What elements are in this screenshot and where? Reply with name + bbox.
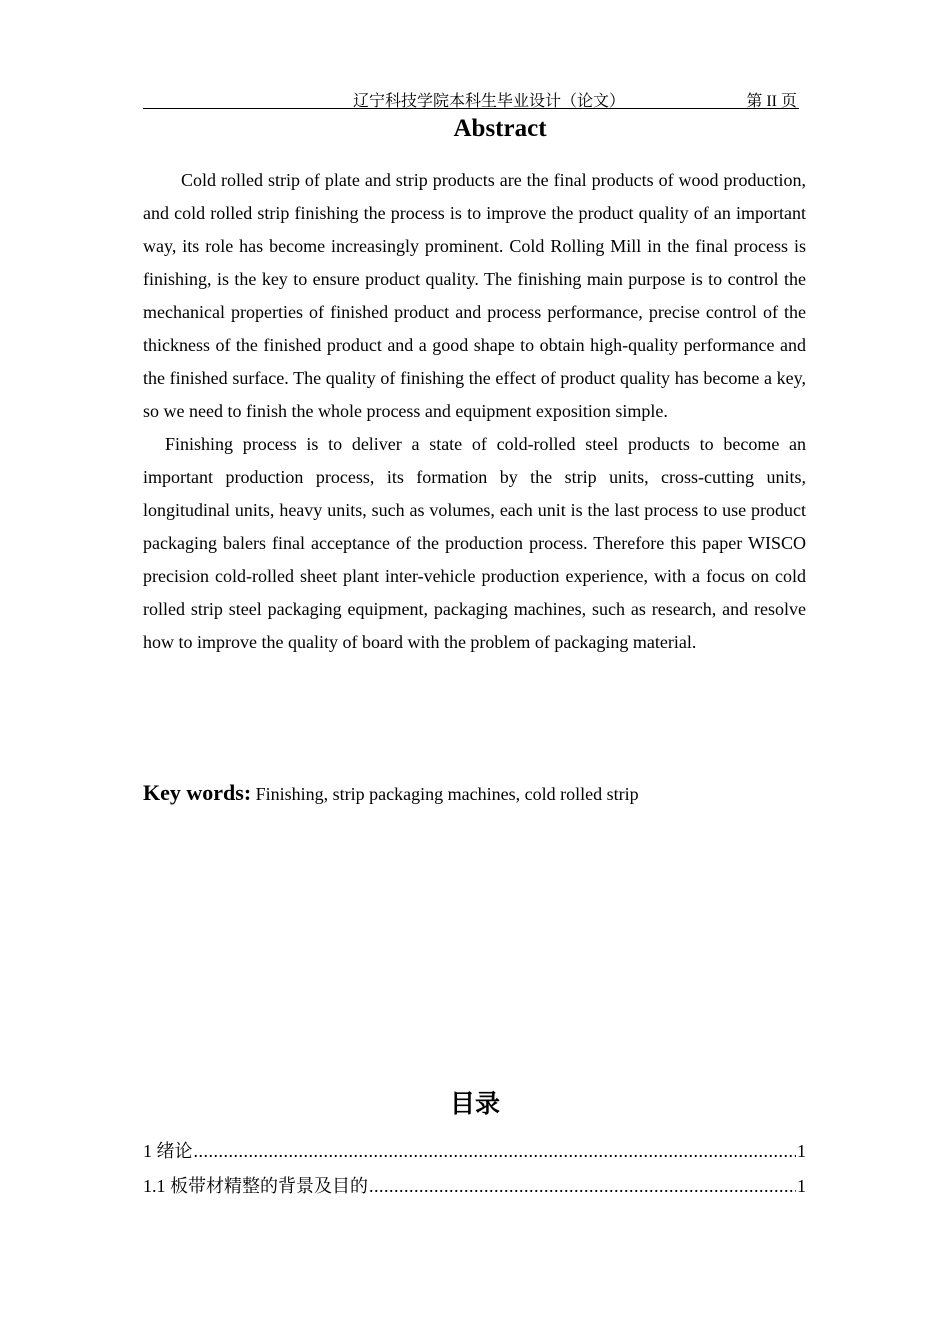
header-title: 辽宁科技学院本科生毕业设计（论文） (353, 93, 626, 110)
toc-title: 目录 (449, 1089, 500, 1118)
toc-entry-label: 1 绪论 (143, 1141, 193, 1161)
abstract-title: Abstract (453, 115, 547, 142)
keywords-text: Finishing, strip packaging machines, cold rolled strip (255, 784, 639, 804)
abstract-paragraph: Cold rolled strip of plate and strip products are the final products of wood production, and cold rolled strip finishing the process is to improve the product quality of an important way, its role has become increasingly prominent. Cold Rolling Mill in the final process is finishing, is the key to ensure product quality. The finishing main purpose is to control the mechanical properties of finished product and process performance, precise control of the thickness of the finished product and a good shape to obtain high-quality performance and the finished surface. The quality of finishing the effect of product quality has become a key, so we need to finish the whole process and equipment exposition simple. (143, 170, 806, 421)
toc-dot-leader (194, 1136, 797, 1166)
keywords-label: Key words: (143, 780, 252, 805)
toc-entry-page: 1 (797, 1176, 806, 1196)
toc-entry-label: 1.1 板带材精整的背景及目的 (143, 1176, 368, 1196)
toc-entry-page: 1 (797, 1141, 806, 1161)
page-header (143, 86, 799, 109)
toc-entry[interactable] (143, 1171, 806, 1206)
toc-dot-leader (369, 1171, 796, 1201)
header-page-number: 第 II 页 (746, 93, 797, 110)
abstract-paragraph: Finishing process is to deliver a state of cold-rolled steel products to become an important production process, its formation by the strip units, cross-cutting units, longitudinal units, heavy units, such as volumes, each unit is the last process to use product packaging balers final acceptance of the production process. Therefore this paper WISCO precision cold-rolled sheet plant inter-vehicle production experience, with a focus on cold rolled strip steel packaging equipment, packaging machines, such as research, and resolve how to improve the quality of board with the problem of packaging material. (143, 434, 806, 652)
toc-entry[interactable] (143, 1136, 806, 1171)
keywords (143, 780, 806, 806)
abstract-body (143, 164, 806, 659)
table-of-contents (143, 1136, 806, 1206)
